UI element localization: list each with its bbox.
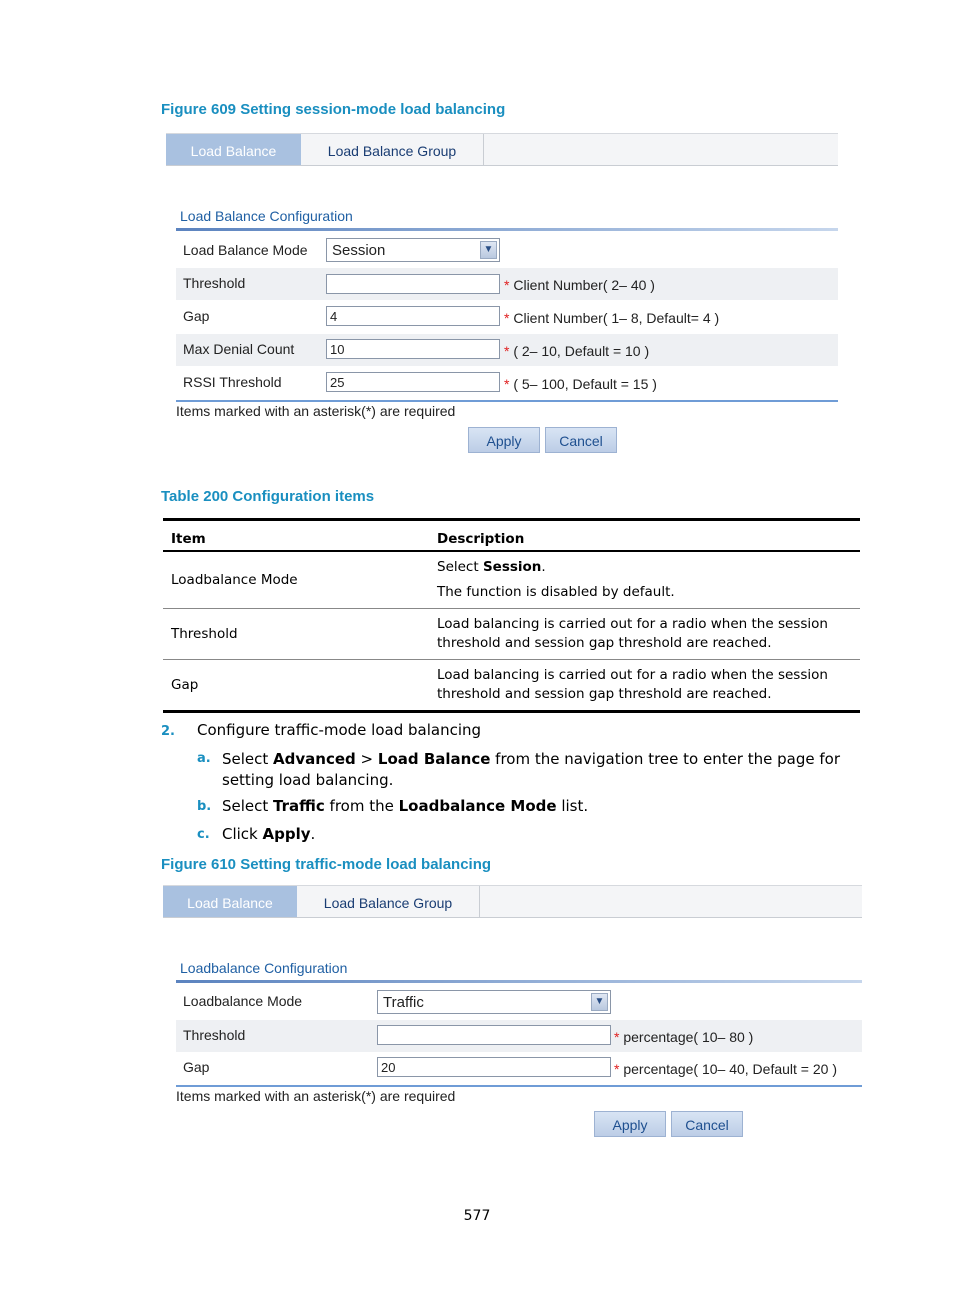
configuration-items-table	[163, 518, 860, 713]
bold-text: Loadbalance Mode	[398, 797, 557, 815]
substep-letter: a.	[197, 751, 211, 766]
description-cell	[429, 551, 860, 609]
gap-label: Gap	[183, 308, 210, 324]
description-cell: Load balancing is carried out for a radio when the session threshold and session gap threshold are reached.	[429, 609, 860, 660]
substep-c-text	[222, 825, 315, 843]
gap-label: Gap	[183, 1059, 210, 1075]
tab-load-balance[interactable]: Load Balance	[163, 886, 297, 917]
description-line	[437, 558, 852, 577]
gap-input[interactable]: 4	[326, 306, 500, 326]
column-header-item: Item	[163, 520, 429, 552]
loadbalance-mode-select[interactable]	[377, 990, 611, 1014]
section-title: Load Balance Configuration	[180, 208, 353, 224]
bold-text: Load Balance	[377, 750, 491, 768]
load-balance-mode-select[interactable]	[326, 238, 500, 262]
threshold-hint-text: Client Number( 2– 40 )	[513, 277, 655, 293]
step-2a	[197, 749, 857, 791]
max-denial-count-input[interactable]: 10	[326, 339, 500, 359]
load-balance-mode-label: Load Balance Mode	[183, 242, 308, 258]
text: from the	[324, 797, 399, 815]
threshold-hint-text: percentage( 10– 80 )	[623, 1029, 754, 1045]
tab-load-balance-group[interactable]: Load Balance Group	[297, 886, 480, 917]
figure-610-caption: Figure 610 Setting traffic-mode load balancing	[161, 856, 492, 873]
page-number: 577	[463, 1208, 491, 1224]
step-2-text: Configure traffic-mode load balancing	[197, 721, 482, 739]
bold-text: Traffic	[273, 797, 325, 815]
text: Select	[222, 797, 274, 815]
row-loadbalance-mode	[176, 986, 862, 1018]
substep-a-text	[222, 749, 857, 791]
loadbalance-mode-value: Traffic	[383, 994, 424, 1011]
gap-input[interactable]: 20	[377, 1057, 611, 1077]
gap-hint	[504, 310, 719, 326]
required-note: Items marked with an asterisk(*) are required	[176, 1088, 456, 1104]
substep-b-text	[222, 797, 588, 815]
text: >	[355, 750, 378, 768]
max-denial-count-label: Max Denial Count	[183, 341, 295, 357]
required-note: Items marked with an asterisk(*) are required	[176, 403, 456, 419]
rssi-threshold-input[interactable]: 25	[326, 372, 500, 392]
rssi-threshold-hint	[504, 376, 657, 392]
max-denial-count-hint	[504, 343, 649, 359]
description-text: Select	[437, 559, 483, 575]
max-denial-count-hint-text: ( 2– 10, Default = 10 )	[513, 343, 650, 359]
description-bold: Session	[482, 559, 542, 575]
row-threshold	[176, 268, 838, 300]
required-asterisk: *	[504, 277, 510, 293]
tab-load-balance[interactable]: Load Balance	[166, 134, 301, 165]
item-cell: Gap	[163, 660, 429, 712]
row-max-denial-count	[176, 334, 838, 366]
chevron-down-icon[interactable]: ▼	[591, 993, 608, 1011]
apply-button[interactable]: Apply	[594, 1111, 666, 1137]
row-threshold	[176, 1020, 862, 1052]
figure-609-caption: Figure 609 Setting session-mode load balancing	[161, 101, 506, 118]
load-balance-mode-value: Session	[332, 242, 386, 259]
threshold-input[interactable]	[377, 1025, 611, 1045]
tab-bar	[163, 885, 862, 918]
form-bottom-line	[176, 400, 838, 402]
required-asterisk: *	[504, 343, 510, 359]
row-gap	[176, 1052, 862, 1084]
threshold-label: Threshold	[183, 275, 246, 291]
gap-hint	[614, 1061, 837, 1077]
table-row	[163, 660, 860, 712]
gap-hint-text: Client Number( 1– 8, Default= 4 )	[513, 310, 720, 326]
item-cell: Threshold	[163, 609, 429, 660]
table-row	[163, 551, 860, 609]
step-number: 2.	[161, 724, 175, 739]
required-asterisk: *	[614, 1061, 620, 1077]
substep-letter: c.	[197, 827, 210, 842]
form-bottom-line	[176, 1085, 862, 1087]
column-header-description: Description	[429, 520, 860, 552]
apply-button[interactable]: Apply	[468, 427, 540, 453]
description-cell: Load balancing is carried out for a radio when the session threshold and session gap threshold are reached.	[429, 660, 860, 712]
description-text: .	[541, 559, 546, 575]
text: Select	[222, 750, 274, 768]
tab-bar	[166, 133, 838, 166]
rssi-threshold-label: RSSI Threshold	[183, 374, 282, 390]
bold-text: Apply	[262, 825, 311, 843]
threshold-hint	[614, 1029, 753, 1045]
text: Click	[222, 825, 263, 843]
bold-text: Advanced	[273, 750, 356, 768]
threshold-hint	[504, 277, 655, 293]
text: list.	[556, 797, 589, 815]
tab-load-balance-group[interactable]: Load Balance Group	[301, 134, 484, 165]
section-divider	[176, 228, 838, 231]
threshold-input[interactable]	[326, 274, 500, 294]
text: from the navigation tree to enter the page for setting load balancing.	[222, 750, 840, 789]
rssi-threshold-hint-text: ( 5– 100, Default = 15 )	[513, 376, 657, 392]
table-row	[163, 609, 860, 660]
cancel-button[interactable]: Cancel	[671, 1111, 743, 1137]
required-asterisk: *	[504, 376, 510, 392]
substep-letter: b.	[197, 799, 212, 814]
step-2b	[197, 797, 588, 815]
section-title: Loadbalance Configuration	[180, 960, 348, 976]
row-gap	[176, 301, 838, 333]
step-2c	[197, 825, 315, 843]
row-rssi-threshold	[176, 367, 838, 399]
item-cell: Loadbalance Mode	[163, 551, 429, 609]
loadbalance-mode-label: Loadbalance Mode	[183, 993, 303, 1009]
text: .	[310, 825, 316, 843]
required-asterisk: *	[614, 1029, 620, 1045]
threshold-label: Threshold	[183, 1027, 246, 1043]
section-divider	[176, 980, 862, 983]
step-2	[161, 721, 482, 739]
gap-hint-text: percentage( 10– 40, Default = 20 )	[623, 1061, 837, 1077]
chevron-down-icon[interactable]: ▼	[480, 241, 497, 259]
row-load-balance-mode	[176, 235, 838, 267]
description-line-2: The function is disabled by default.	[437, 584, 675, 600]
required-asterisk: *	[504, 310, 510, 326]
table-200-caption: Table 200 Configuration items	[161, 488, 375, 505]
cancel-button[interactable]: Cancel	[545, 427, 617, 453]
